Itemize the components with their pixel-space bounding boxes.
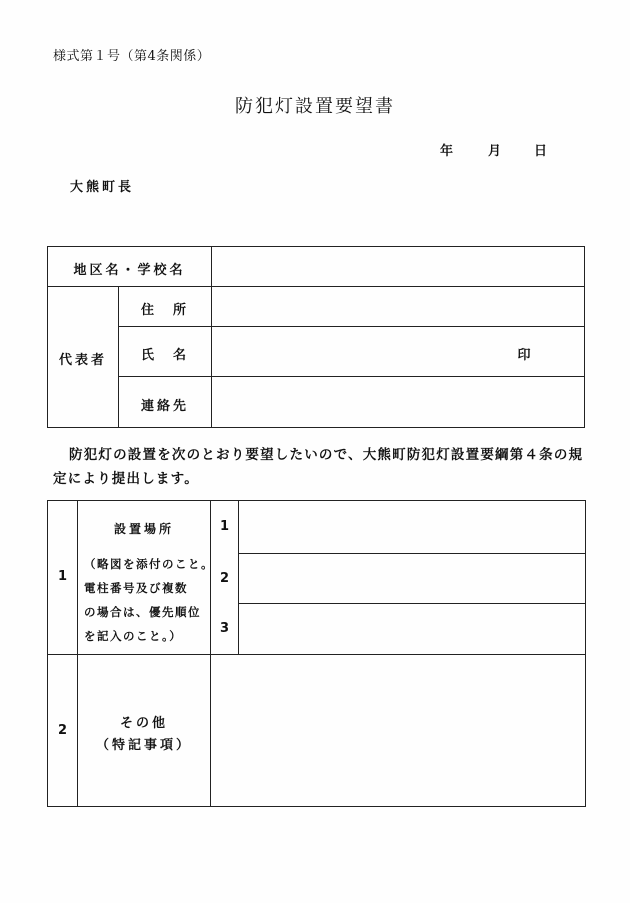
slot-1-number: 1 bbox=[219, 519, 230, 534]
date-year-label: 年 bbox=[440, 144, 454, 159]
applicant-table bbox=[47, 246, 585, 428]
other-notes-field[interactable] bbox=[211, 655, 585, 806]
location-note-line: （略図を添付のこと。 bbox=[84, 557, 214, 571]
row-1-number: 1 bbox=[57, 569, 68, 584]
seal-mark: 印 bbox=[517, 348, 531, 363]
date-day-label: 日 bbox=[534, 144, 548, 159]
area-school-field[interactable] bbox=[212, 247, 584, 286]
location-note-line: 電柱番号及び複数 bbox=[84, 581, 188, 595]
location-title: 設置場所 bbox=[113, 522, 174, 536]
row-2-number: 2 bbox=[57, 723, 68, 738]
location-note-line: の場合は、優先順位 bbox=[84, 605, 201, 619]
form-number: 様式第１号（第4条関係） bbox=[53, 49, 211, 64]
document-title: 防犯灯設置要望書 bbox=[235, 96, 395, 117]
other-subtitle: （特記事項） bbox=[95, 738, 192, 753]
contact-field[interactable] bbox=[212, 377, 584, 427]
slot-2-number: 2 bbox=[219, 571, 230, 586]
other-title: その他 bbox=[119, 716, 168, 731]
slot-3-number: 3 bbox=[219, 621, 230, 636]
slot-1-field[interactable] bbox=[239, 501, 585, 553]
location-note-line: を記入のこと。） bbox=[84, 629, 183, 643]
date-month-label: 月 bbox=[488, 144, 502, 159]
area-school-label: 地区名・学校名 bbox=[73, 263, 186, 278]
address-label: 住 所 bbox=[140, 303, 189, 318]
address-field[interactable] bbox=[212, 287, 584, 326]
request-statement: 防犯灯の設置を次のとおり要望したいので、大熊町防犯灯設置要綱第４条の規定により提出します。 bbox=[53, 447, 584, 487]
contact-label: 連絡先 bbox=[140, 399, 189, 414]
slot-2-field[interactable] bbox=[239, 554, 585, 603]
slot-3-field[interactable] bbox=[239, 604, 585, 654]
detail-table bbox=[47, 500, 586, 807]
name-label: 氏 名 bbox=[140, 348, 189, 363]
representative-label: 代表者 bbox=[58, 353, 107, 368]
addressee: 大熊町長 bbox=[70, 180, 135, 195]
